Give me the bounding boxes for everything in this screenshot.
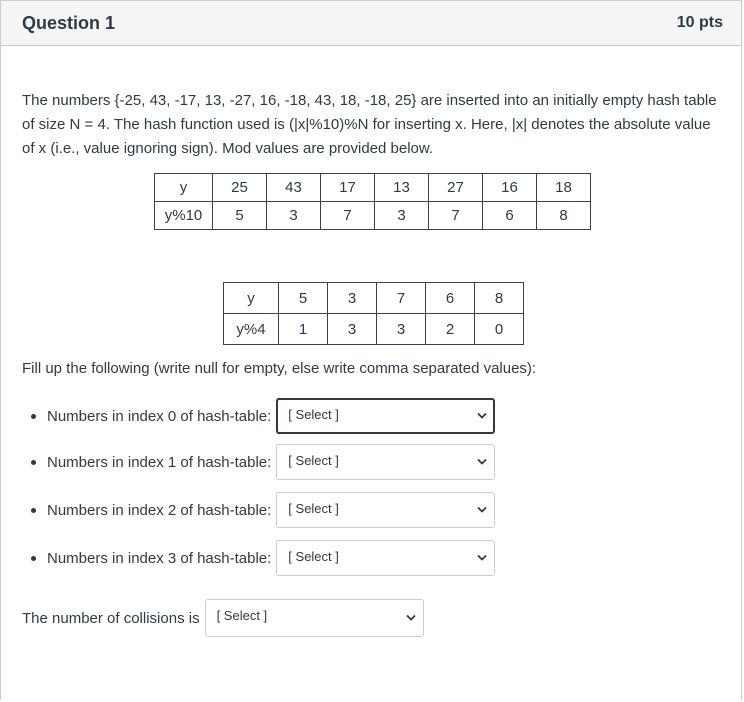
question-header <box>1 1 741 46</box>
collisions-select[interactable] <box>205 599 424 637</box>
table-cell: 8 <box>475 283 524 314</box>
table-cell: 3 <box>267 202 321 230</box>
table-cell: 3 <box>328 283 377 314</box>
table-cell: 13 <box>375 174 429 202</box>
table-cell: 0 <box>475 314 524 345</box>
table-cell: 27 <box>429 174 483 202</box>
table-row <box>224 283 524 314</box>
index-1-label: Numbers in index 1 of hash-table: <box>47 453 272 471</box>
chevron-down-icon <box>477 412 487 420</box>
index-3-select[interactable] <box>276 540 495 576</box>
list-item-index-2 <box>31 492 495 528</box>
table-cell: 5 <box>279 283 328 314</box>
fill-instructions: Fill up the following (write null for empty, else write comma separated values): <box>22 360 537 377</box>
chevron-down-icon <box>477 506 487 514</box>
question-title: Question 1 <box>22 12 116 33</box>
collisions-label: The number of collisions is <box>22 609 200 627</box>
row-label-y: y <box>224 283 279 314</box>
table-cell: 18 <box>537 174 591 202</box>
table-cell: 6 <box>426 283 475 314</box>
table-cell: 17 <box>321 174 375 202</box>
index-0-label: Numbers in index 0 of hash-table: <box>47 407 272 425</box>
chevron-down-icon <box>477 554 487 562</box>
table-cell: 7 <box>429 202 483 230</box>
table-row <box>224 314 524 345</box>
table-cell: 25 <box>213 174 267 202</box>
list-item-index-3 <box>31 540 495 576</box>
select-value: [ Select ] <box>288 407 339 422</box>
bullet <box>31 414 36 419</box>
table-cell: 3 <box>328 314 377 345</box>
list-item-index-1 <box>31 444 495 480</box>
collisions-row <box>22 599 424 637</box>
mod10-table <box>154 173 591 230</box>
index-2-select[interactable] <box>276 492 495 528</box>
row-label-mod4: y%4 <box>224 314 279 345</box>
table-cell: 1 <box>279 314 328 345</box>
row-label-mod10: y%10 <box>155 202 213 230</box>
list-item-index-0 <box>31 398 495 434</box>
row-label-y: y <box>155 174 213 202</box>
table-cell: 8 <box>537 202 591 230</box>
table-cell: 43 <box>267 174 321 202</box>
table-row <box>155 202 591 230</box>
table-cell: 5 <box>213 202 267 230</box>
index-2-label: Numbers in index 2 of hash-table: <box>47 501 272 519</box>
question-points: 10 pts <box>676 14 723 31</box>
table-cell: 7 <box>321 202 375 230</box>
table-row <box>155 174 591 202</box>
table-cell: 6 <box>483 202 537 230</box>
chevron-down-icon <box>477 458 487 466</box>
select-value: [ Select ] <box>216 608 268 623</box>
table-cell: 2 <box>426 314 475 345</box>
bullet <box>31 556 36 561</box>
select-value: [ Select ] <box>288 549 339 564</box>
question-text: The numbers {-25, 43, -17, 13, -27, 16, -18, 43, 18, -18, 25} are inserted into an initially empty hash table of size N = 4. The hash function used is (|x|%10)%N for inserting x. Here, |x| denotes the absolute value of x (i.e., value ignoring sign). Mod values are provided below. <box>22 92 717 157</box>
index-3-label: Numbers in index 3 of hash-table: <box>47 549 272 567</box>
index-1-select[interactable] <box>276 444 495 480</box>
table-cell: 3 <box>375 202 429 230</box>
bullet <box>31 460 36 465</box>
table-cell: 7 <box>377 283 426 314</box>
chevron-down-icon <box>406 614 416 622</box>
select-value: [ Select ] <box>288 501 339 516</box>
mod4-table <box>223 282 524 345</box>
table-cell: 3 <box>377 314 426 345</box>
select-value: [ Select ] <box>288 453 339 468</box>
bullet <box>31 508 36 513</box>
index-0-select[interactable] <box>276 398 495 434</box>
table-cell: 16 <box>483 174 537 202</box>
